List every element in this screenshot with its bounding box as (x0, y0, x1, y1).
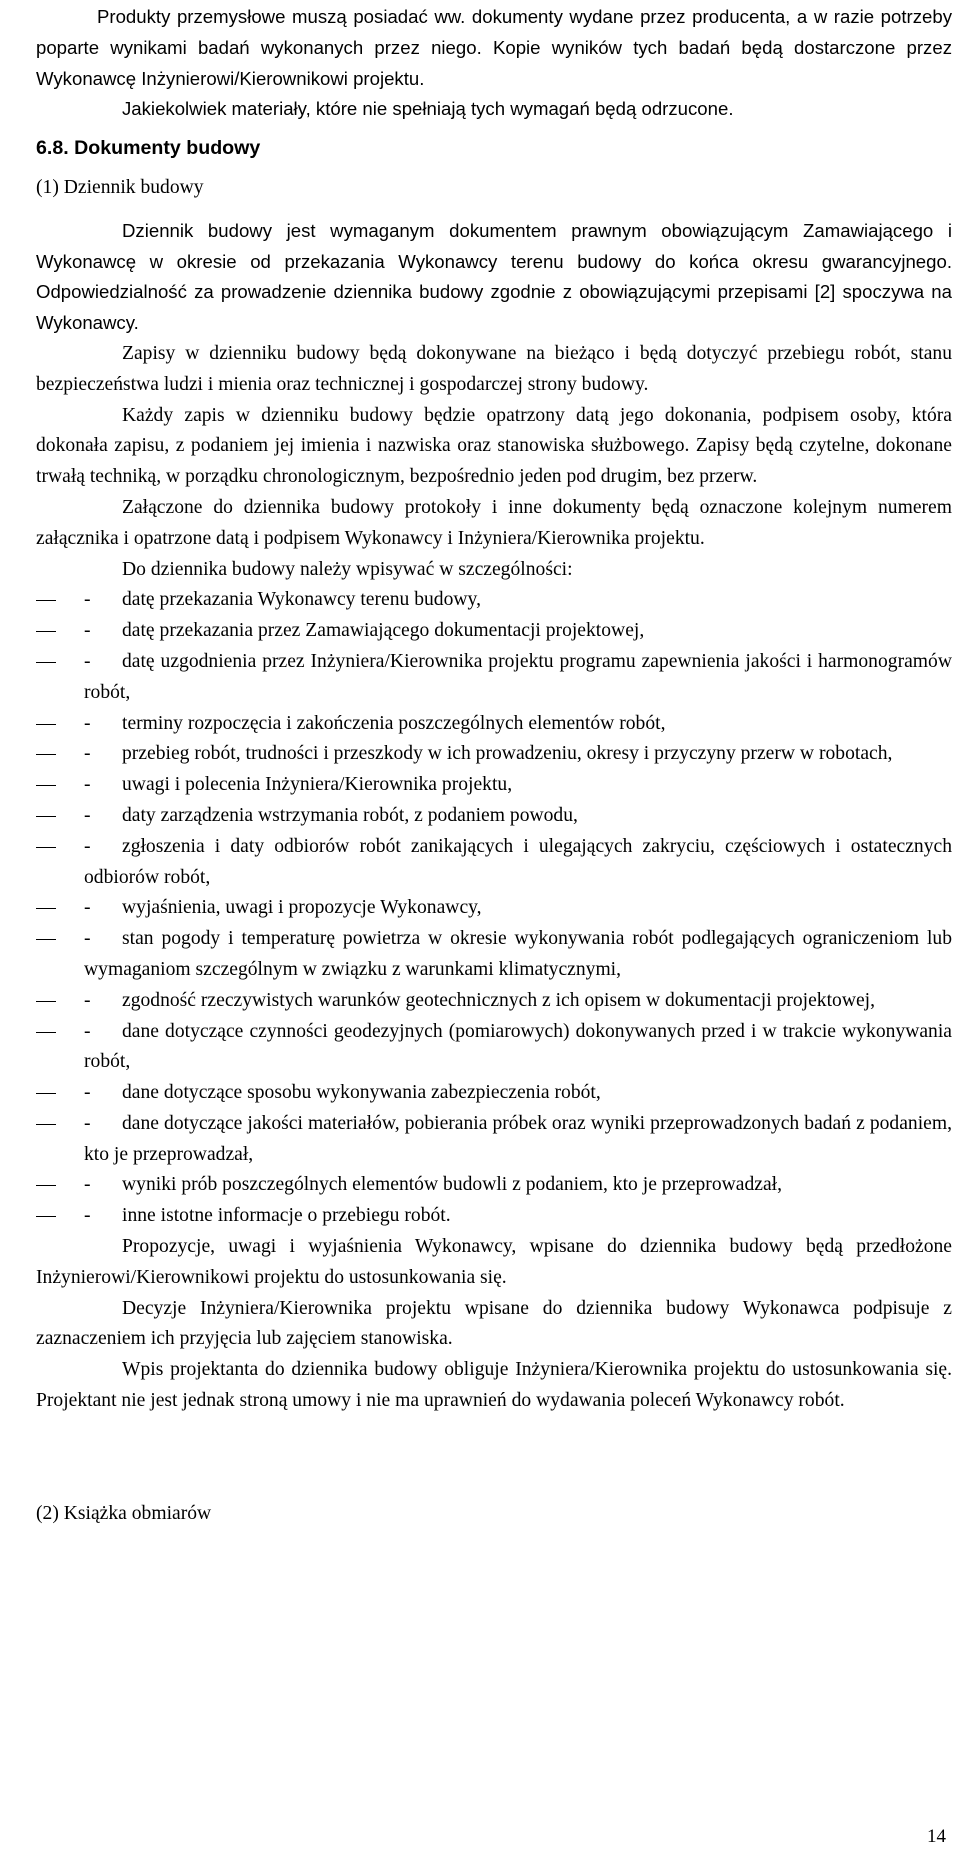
subsection-title-ksiazka: (2) Książka obmiarów (36, 1502, 212, 1524)
list-hyphen: - (84, 620, 91, 642)
list-item (36, 770, 952, 801)
list-hyphen: - (84, 712, 91, 734)
paragraph-zapisy: Zapisy w dzienniku budowy będą dokonywane na bieżąco i będą dotyczyć przebiegu robót, stanu bezpieczeństwa ludzi i mienia oraz technicznej i gospodarczej strony budowy. (36, 342, 952, 395)
bullet-dash-icon (36, 585, 56, 615)
entries-list (36, 585, 952, 1232)
list-intro: Do dziennika budowy należy wpisywać w szczególności: (122, 558, 573, 580)
list-item-text: dane dotyczące jakości materiałów, pobierania próbek oraz wyniki przeprowadzonych badań z podaniem, kto je przeprowadzał, (84, 1112, 952, 1165)
list-hyphen: - (84, 1020, 91, 1042)
document-page (36, 2, 952, 1530)
paragraph-wpis-projektanta: Wpis projektanta do dziennika budowy obliguje Inżyniera/Kierownika projektu do ustosunkowania się. Projektant nie jest jednak stroną umowy i nie ma uprawnień do wydawania poleceń Wykonawcy robót. (36, 1359, 952, 1412)
list-item (36, 1170, 952, 1201)
list-item (36, 1017, 952, 1079)
list-item (36, 801, 952, 832)
list-item-text: dane dotyczące sposobu wykonywania zabezpieczenia robót, (122, 1082, 601, 1104)
bullet-dash-icon (36, 739, 56, 769)
list-hyphen: - (84, 774, 91, 796)
list-hyphen: - (84, 1082, 91, 1104)
list-item (36, 739, 952, 770)
list-hyphen: - (84, 928, 91, 950)
list-item-text: zgodność rzeczywistych warunków geotechnicznych z ich opisem w dokumentacji projektowej, (122, 989, 876, 1011)
bullet-dash-icon (36, 1078, 56, 1108)
bullet-dash-icon (36, 1201, 56, 1231)
list-item-text: wyjaśnienia, uwagi i propozycje Wykonawcy, (122, 897, 482, 919)
paragraph-decyzje: Decyzje Inżyniera/Kierownika projektu wpisane do dziennika budowy Wykonawca podpisuje z zaznaczeniem ich przyjęcia lub zajęciem stanowiska. (36, 1297, 952, 1350)
list-hyphen: - (84, 804, 91, 826)
subsection-title-dziennik: (1) Dziennik budowy (36, 176, 204, 198)
bullet-dash-icon (36, 893, 56, 923)
list-hyphen: - (84, 1174, 91, 1196)
list-hyphen: - (84, 1112, 91, 1134)
list-item-text: inne istotne informacje o przebiegu robót. (122, 1205, 451, 1227)
list-item (36, 893, 952, 924)
list-item (36, 924, 952, 986)
spacer (36, 1417, 952, 1499)
paragraph-propozycje: Propozycje, uwagi i wyjaśnienia Wykonawcy, wpisane do dziennika budowy będą przedłożone Inżynierowi/Kierownikowi projektu do ustosunkowania się. (36, 1236, 952, 1288)
bullet-dash-icon (36, 709, 56, 739)
list-item-text: przebieg robót, trudności i przeszkody w ich prowadzeniu, okresy i przyczyny przerw w robotach, (122, 743, 893, 765)
paragraph-kazdy-zapis: Każdy zapis w dzienniku budowy będzie opatrzony datą jego dokonania, podpisem osoby, która dokonała zapisu, z podaniem jej imienia i nazwiska oraz stanowiska służbowego. Zapisy będą czytelne, dokonane trwałą techniką, w porządku chronologicznym, bezpośrednio jeden pod drugim, bez przerw. (36, 404, 952, 488)
page-number: 14 (927, 1826, 946, 1847)
list-item-text: uwagi i polecenia Inżyniera/Kierownika projektu, (122, 774, 513, 796)
list-item (36, 1201, 952, 1232)
list-hyphen: - (84, 897, 91, 919)
list-item-text: terminy rozpoczęcia i zakończenia poszczególnych elementów robót, (122, 712, 666, 734)
list-item (36, 1109, 952, 1171)
list-item-text: daty zarządzenia wstrzymania robót, z podaniem powodu, (122, 804, 578, 826)
list-hyphen: - (84, 743, 91, 765)
list-item-text: datę przekazania przez Zamawiającego dokumentacji projektowej, (122, 620, 645, 642)
list-item-text: dane dotyczące czynności geodezyjnych (pomiarowych) dokonywanych przed i w trakcie wykonywania robót, (84, 1020, 952, 1073)
list-item (36, 616, 952, 647)
list-item (36, 1078, 952, 1109)
list-hyphen: - (84, 1205, 91, 1227)
list-item-text: datę uzgodnienia przez Inżyniera/Kierownika projektu programu zapewnienia jakości i harmonogramów robót, (84, 650, 952, 703)
list-hyphen: - (84, 650, 91, 672)
bullet-dash-icon (36, 1170, 56, 1200)
bullet-dash-icon (36, 801, 56, 831)
bullet-dash-icon (36, 986, 56, 1016)
bullet-dash-icon (36, 1109, 56, 1139)
list-item-text: datę przekazania Wykonawcy terenu budowy, (122, 589, 481, 611)
list-hyphen: - (84, 589, 91, 611)
list-item (36, 709, 952, 740)
list-item-text: zgłoszenia i daty odbiorów robót zanikających i ulegających zakryciu, częściowych i ostatecznych odbiorów robót, (84, 835, 952, 888)
list-item (36, 585, 952, 616)
intro-paragraph: Produkty przemysłowe muszą posiadać ww. dokumenty wydane przez producenta, a w razie potrzeby poparte wynikami badań wykonanych przez niego. Kopie wyników tych badań będą dostarczone przez Wykonawcę Inżynierowi/Kierownikowi projektu. (36, 6, 952, 89)
list-item (36, 986, 952, 1017)
list-hyphen: - (84, 989, 91, 1011)
paragraph-dziennik-definition: Dziennik budowy jest wymaganym dokumentem prawnym obowiązującym Zamawiającego i Wykonawcę w okresie od przekazania Wykonawcy terenu budowy do końca okresu gwarancyjnego. Odpowiedzialność za prowadzenie dziennika budowy zgodnie z obowiązującymi przepisami [2] spoczywa na Wykonawcy. (36, 219, 952, 334)
intro-rejection-sentence: Jakiekolwiek materiały, które nie spełniają tych wymagań będą odrzucone. (122, 98, 734, 120)
list-hyphen: - (84, 835, 91, 857)
bullet-dash-icon (36, 770, 56, 800)
bullet-dash-icon (36, 1017, 56, 1047)
section-heading: 6.8. Dokumenty budowy (36, 137, 261, 160)
list-item-text: stan pogody i temperaturę powietrza w okresie wykonywania robót podlegających ograniczeniom lub wymaganiom szczególnym w związku z warunkami klimatycznymi, (84, 928, 952, 980)
bullet-dash-icon (36, 832, 56, 862)
list-item (36, 832, 952, 894)
list-item (36, 647, 952, 709)
bullet-dash-icon (36, 647, 56, 677)
bullet-dash-icon (36, 616, 56, 646)
bullet-dash-icon (36, 924, 56, 954)
list-item-text: wyniki prób poszczególnych elementów budowli z podaniem, kto je przeprowadzał, (122, 1174, 782, 1196)
paragraph-zalaczone: Załączone do dziennika budowy protokoły i inne dokumenty będą oznaczone kolejnym numerem załącznika i opatrzone datą i podpisem Wykonawcy i Inżyniera/Kierownika projektu. (36, 496, 952, 549)
